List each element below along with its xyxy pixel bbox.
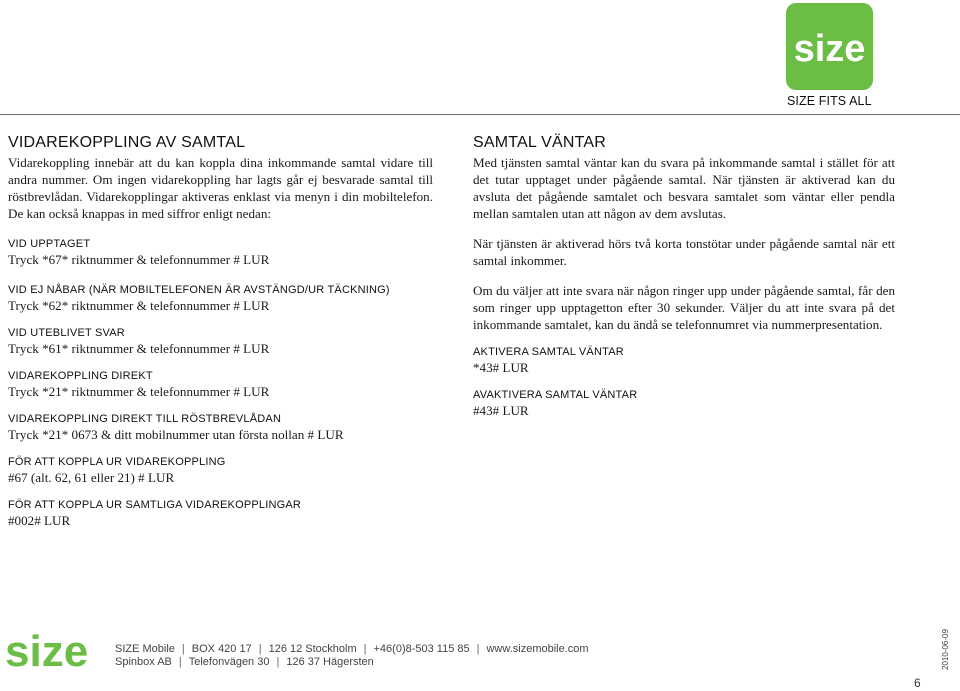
samtal-vantar-paragraph-2: När tjänsten är aktiverad hörs två korta tonstötar under pågående samtal när ett samtal inkommer. [473, 236, 895, 268]
instruction-command: Tryck *62* riktnummer & telefonnummer # LUR [8, 298, 270, 313]
instruction-command: Tryck *21* 0673 & ditt mobilnummer utan första nollan # LUR [8, 427, 344, 442]
instruction-item [8, 237, 433, 268]
footer-line-2: Spinbox AB | Telefonvägen 30 | 126 37 Hägersten [115, 656, 374, 668]
logo-wordmark: size [793, 28, 866, 70]
instruction-command: #43# LUR [473, 403, 529, 418]
header-divider [0, 114, 960, 115]
size-logo-mark [786, 3, 873, 90]
instruction-caption: VID EJ NÅBAR (NÄR MOBILTELEFONEN ÄR AVSTÄNGD/UR TÄCKNING) [8, 284, 390, 296]
instruction-command: *43# LUR [473, 360, 529, 375]
instruction-command: #002# LUR [8, 513, 71, 528]
instruction-item [8, 412, 433, 443]
instruction-command: Tryck *21* riktnummer & telefonnummer # LUR [8, 384, 270, 399]
instruction-item [8, 455, 433, 486]
intro-paragraph: Vidarekoppling innebär att du kan koppla dina inkommande samtal vidare till andra nummer. Om ingen vidarekoppling har lagts går ej besvarade samtal till röstbrevlådan. Vidarekopplingar aktiveras enklast via menyn i din mobiltelefon. De kan också knappas in med siffror enligt nedan: [8, 155, 433, 221]
document-date: 2010-06-09 [941, 629, 950, 670]
instruction-item [8, 326, 433, 357]
instruction-command: Tryck *67* riktnummer & telefonnummer # LUR [8, 252, 270, 267]
instruction-caption: FÖR ATT KOPPLA UR SAMTLIGA VIDAREKOPPLINGAR [8, 499, 302, 511]
footer-company: SIZE Mobile [115, 643, 175, 655]
instruction-item [473, 345, 895, 376]
instruction-item [473, 388, 895, 419]
footer-box: BOX 420 17 [191, 643, 252, 655]
instruction-item [8, 498, 433, 529]
size-logo [786, 3, 873, 90]
page-number: 6 [914, 676, 921, 690]
section-heading-vidarekoppling: VIDAREKOPPLING AV SAMTAL [8, 134, 246, 151]
footer-logo-mark [5, 630, 105, 674]
tagline: SIZE FITS ALL [787, 94, 872, 108]
footer-line-1: SIZE Mobile | BOX 420 17 | 126 12 Stockholm | +46(0)8-503 115 85 | www.sizemobile.com [115, 643, 589, 655]
instruction-caption: VIDAREKOPPLING DIREKT [8, 370, 153, 382]
samtal-vantar-paragraph-1: Med tjänsten samtal väntar kan du svara på inkommande samtal i stället för att det tutar upptaget under pågående samtal. När tjänsten är aktiverad kan du avsluta det pågående samtalet och besvara samtalet som väntar eller pendla mellan samtalen utan att någon av dem avslutas. [473, 155, 895, 221]
left-column [8, 134, 433, 529]
instruction-item [8, 283, 433, 314]
footer-logo-wordmark: size [5, 630, 89, 674]
right-column [473, 134, 895, 419]
instruction-caption: VID UTEBLIVET SVAR [8, 327, 125, 339]
samtal-vantar-paragraph-3: Om du väljer att inte svara när någon ringer upp under pågående samtal, får den som ringer upp upptagetton efter 30 sekunder. Väljer du att inte svara på det inkommande samtalet, kan du ändå se telefonnumret via nummerpresentation. [473, 283, 895, 332]
instruction-caption: FÖR ATT KOPPLA UR VIDAREKOPPLING [8, 456, 226, 468]
instruction-caption: VID UPPTAGET [8, 238, 91, 250]
instruction-caption: AVAKTIVERA SAMTAL VÄNTAR [473, 389, 638, 401]
footer-street: Telefonvägen 30 [188, 656, 270, 668]
footer-contact [115, 643, 589, 669]
footer-logo [5, 630, 105, 679]
instruction-command: #67 (alt. 62, 61 eller 21) # LUR [8, 470, 175, 485]
footer-postal: 126 12 Stockholm [268, 643, 357, 655]
footer-company-2: Spinbox AB [115, 656, 172, 668]
instruction-item [8, 369, 433, 400]
instruction-caption: AKTIVERA SAMTAL VÄNTAR [473, 346, 624, 358]
instruction-command: Tryck *61* riktnummer & telefonnummer # LUR [8, 341, 270, 356]
footer-phone: +46(0)8-503 115 85 [373, 643, 470, 655]
section-heading-samtal-vantar: SAMTAL VÄNTAR [473, 134, 606, 151]
instruction-caption: VIDAREKOPPLING DIREKT TILL RÖSTBREVLÅDAN [8, 413, 282, 425]
footer-postal-2: 126 37 Hägersten [286, 656, 374, 668]
footer-website-link[interactable]: www.sizemobile.com [486, 643, 589, 655]
